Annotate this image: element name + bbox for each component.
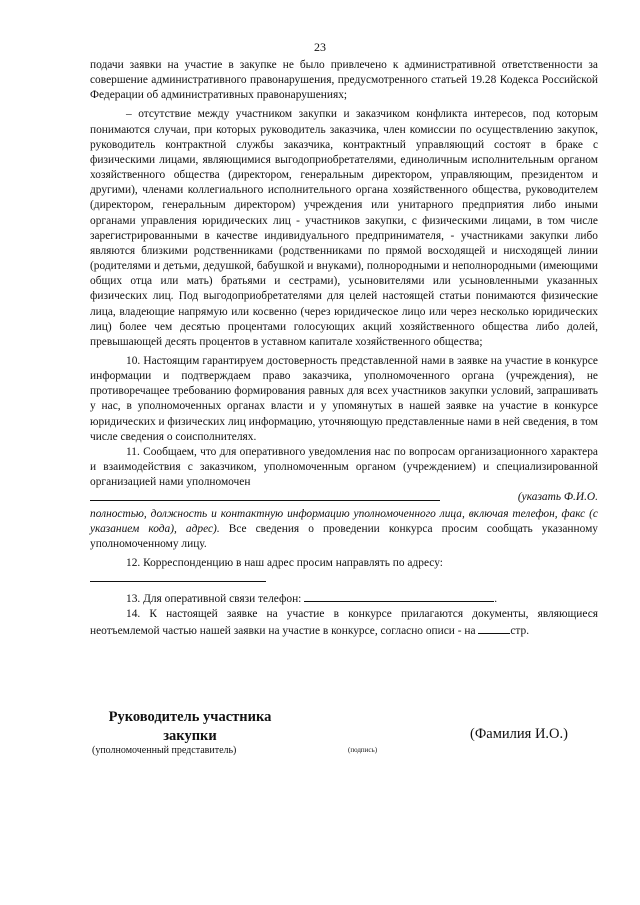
paragraph-offense-clause: подачи заявки на участие в закупке не было привлечено к административной ответственности за совершение административного правонарушения, предусмотренного статьей 19.28 Кодекса Российской Федерации об административных правонарушениях; <box>90 59 598 102</box>
paragraph-13-text: 13. Для оперативной связи телефон: <box>126 593 302 606</box>
paragraph-14-suffix: стр. <box>510 624 530 637</box>
document-body <box>90 58 598 639</box>
page-count-field[interactable] <box>478 623 510 634</box>
correspondence-address-field[interactable] <box>90 571 266 582</box>
paragraph-12 <box>90 556 598 587</box>
paragraph-14 <box>90 607 598 638</box>
paragraph-10: 10. Настоящим гарантируем достоверность представленной нами в заявке на участие в конкурсе информации и подтверждаем право заказчика, уполномоченного органа (учреждения), не противоречащее требованию формирования равных для всех участников закупки условий, запрашивать у нас, в уполномоченных органах власти и у упомянутых в нашей заявке на участие в конкурсе юридических и физических лиц информацию, уточняющую представленные нами в ней сведения, в том числе сведения о соисполнителях. <box>90 354 598 443</box>
paragraph-11-hint-long: полностью, должность и контактную информацию уполномоченного лица, включая телефон, факс (с указанием кода), адрес). <box>90 507 598 535</box>
signature-block <box>90 708 598 768</box>
page-number: 23 <box>314 40 326 54</box>
paragraph-11-end: Все сведения о проведении конкурса просим сообщать указанному уполномоченному лицу. <box>90 522 598 550</box>
paragraph-11-hint-short: (указать Ф.И.О. <box>517 491 598 504</box>
paragraph-14-text: 14. К настоящей заявке на участие в конкурсе прилагаются документы, являющиеся неотъемлемой частью нашей заявки на участие в конкурсе, согласно описи - на <box>90 608 598 637</box>
signature-title: Руководитель участника закупки <box>108 709 272 744</box>
paragraph-13: 13. Для оперативной связи телефон: . <box>126 593 498 606</box>
authorized-person-field[interactable] <box>90 490 440 501</box>
paragraph-11-text: 11. Сообщаем, что для оперативного уведомления нас по вопросам организационного характера и взаимодействия с заказчиком, уполномоченным органом (учреждением) и специализированной организацией нами уполномочен <box>90 445 598 489</box>
signature-role: (уполномоченный представитель) <box>92 745 237 756</box>
signature-caption: (подпись) <box>348 746 378 754</box>
paragraph-11 <box>90 445 598 552</box>
contact-phone-field[interactable] <box>304 591 494 602</box>
paragraph-12-text: 12. Корреспонденцию в наш адрес просим направлять по адресу: <box>126 557 443 569</box>
paragraph-conflict-of-interest: – отсутствие между участником закупки и заказчиком конфликта интересов, под которым понимаются случаи, при которых руководитель заказчика, член комиссии по осуществлению закупок, руководитель контрактной службы заказчика, контрактный управляющий состоят в браке с физическими лицами, являющимися выгодоприобретателями, единоличным исполнительным органом хозяйственного общества (директором, генеральным директором, управляющим, президентом и другими), членами коллегиального исполнительного органа хозяйственного общества, руководителем (директором, генеральным директором) учреждения или унитарного предприятия либо иными органами управления юридических лиц - участников закупки, с физическими лицами, в том числе зарегистрированными в качестве индивидуального предпринимателя, - участниками закупки либо являются близкими родственниками (родственниками по прямой восходящей и нисходящей линии (родителями и детьми, дедушкой, бабушкой и внуками), полнородными и неполнородными (имеющими общих отца или мать) братьями и сестрами), усыновителями или усыновленными указанных физических лиц. Под выгодоприобретателями для целей настоящей статьи понимаются физические лица, владеющие напрямую или косвенно (через юридическое лицо или через несколько юридических лиц) более чем десятью процентами голосующих акций хозяйственного общества либо долей, превышающей десять процентов в уставном капитале хозяйственного общества; <box>90 108 598 348</box>
signature-name-caption: (Фамилия И.О.) <box>470 726 568 742</box>
